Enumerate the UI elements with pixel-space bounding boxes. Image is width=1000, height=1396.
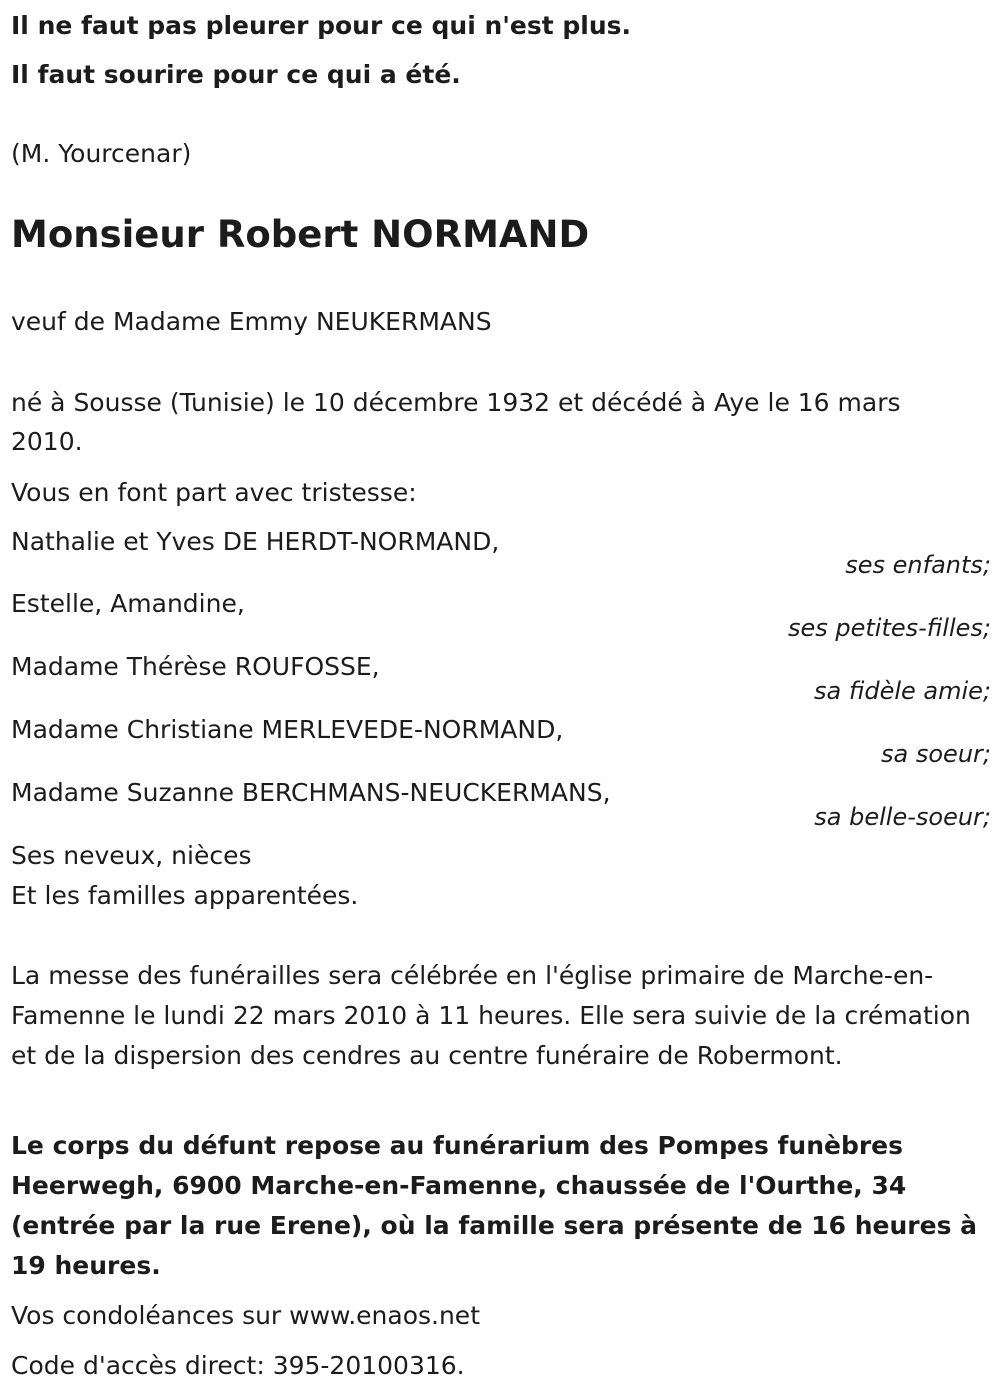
others-line-2: Et les familles apparentées. (11, 881, 359, 910)
family-member-role: sa belle-soeur; (814, 803, 991, 831)
family-member-role: sa soeur; (881, 740, 991, 768)
family-member-name: Estelle, Amandine, (11, 589, 245, 618)
announcement-intro: Vous en font part avec tristesse: (11, 478, 417, 507)
spouse-line: veuf de Madame Emmy NEUKERMANS (11, 307, 492, 336)
quote-author: (M. Yourcenar) (11, 139, 192, 168)
deceased-name: Monsieur Robert NORMAND (11, 213, 590, 256)
access-code-line: Code d'accès direct: 395-20100316. (11, 1351, 465, 1380)
birth-death-line-2: 2010. (11, 427, 83, 456)
quote-line-1: Il ne faut pas pleurer pour ce qui n'est plus. (11, 11, 632, 40)
family-member-role: ses petites-filles; (787, 614, 991, 642)
family-member-name: Nathalie et Yves DE HERDT-NORMAND, (11, 527, 500, 556)
family-member-name: Madame Christiane MERLEVEDE-NORMAND, (11, 715, 564, 744)
family-member-name: Madame Suzanne BERCHMANS-NEUCKERMANS, (11, 778, 611, 807)
funeral-mass-paragraph: La messe des funérailles sera célébrée en l'église primaire de Marche-en-Famenne le lundi 22 mars 2010 à 11 heures. Elle sera suivie de la crémation et de la dispersion des cendres au centre funéraire de Robermont. (11, 961, 971, 1070)
family-member-name: Madame Thérèse ROUFOSSE, (11, 652, 380, 681)
family-member-role: sa fidèle amie; (813, 677, 991, 705)
condolences-line: Vos condoléances sur www.enaos.net (11, 1301, 480, 1330)
repose-paragraph: Le corps du défunt repose au funérarium des Pompes funèbres Heerwegh, 6900 Marche-en-Famenne, chaussée de l'Ourthe, 34 (entrée par la rue Erene), où la famille sera présente de 16 heures à 19 heures. (11, 1131, 978, 1280)
family-member-role: ses enfants; (845, 551, 991, 579)
birth-death-line-1: né à Sousse (Tunisie) le 10 décembre 1932 et décédé à Aye le 16 mars (11, 388, 901, 417)
others-line-1: Ses neveux, nièces (11, 841, 252, 870)
quote-line-2: Il faut sourire pour ce qui a été. (11, 60, 461, 89)
